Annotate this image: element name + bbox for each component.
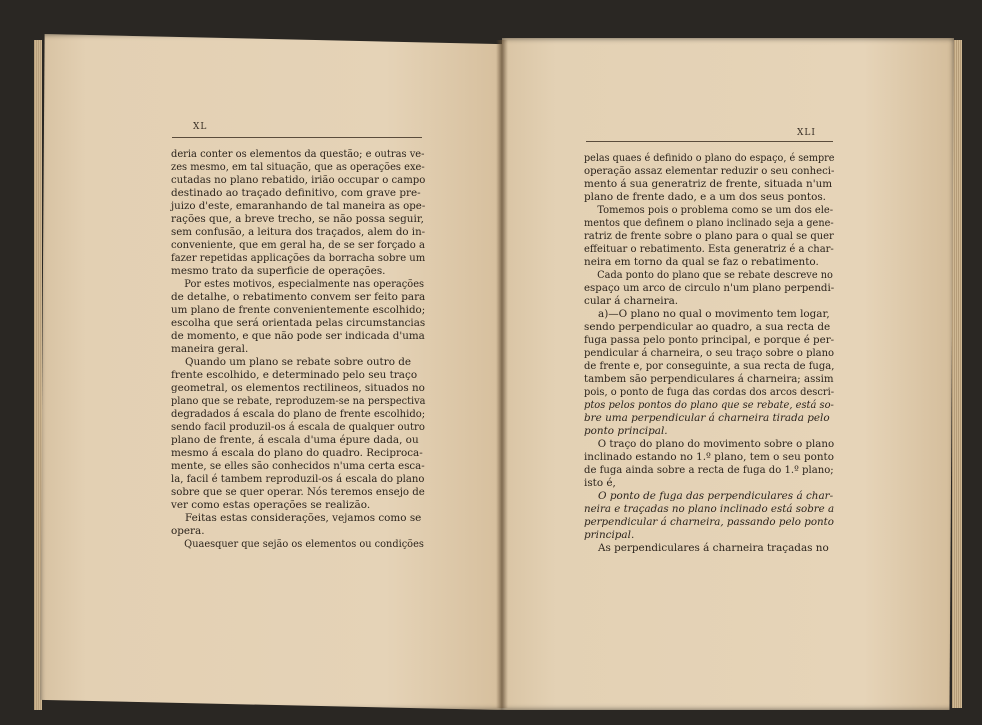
text-line: de momento, e que não pode ser indicada d'uma [171,330,425,342]
right-page-number: XLI [797,128,816,138]
text-line: Por estes motivos, especialmente nas operações [184,278,425,290]
text-line: inclinado estando no 1.º plano, tem o seu ponto [584,451,834,463]
text-line: Cada ponto do plano que se rebate descreve no [597,269,833,281]
page-stack-right-edge [952,40,962,708]
text-line: maneira geral. [171,343,249,355]
text-line: operação assaz elementar reduzir o seu conheci- [584,165,835,177]
text-line: tambem são perpendiculares á charneira; assim [584,373,834,385]
text-line: plano de frente, á escala d'uma épure dada, ou [171,434,419,446]
text-line: neira em torno da qual se faz o rebatimento. [584,256,819,268]
text-line: bre uma perpendicular á charneira tirada pelo [584,412,830,424]
text-line: fazer repetidas applicações da borracha sobre um [171,252,426,264]
text-line: sendo facil produzil-os á escala de qualquer outro [171,421,425,433]
text-line: mente, se elles são conhecidos n'uma certa esca- [171,460,425,472]
text-line: sobre que se quer operar. Nós teremos ensejo de [171,486,425,498]
text-line: Feitas estas considerações, vejamos como se [185,512,422,524]
text-line: zes mesmo, em tal situação, que as operações exe- [171,161,425,173]
text-line: perpendicular á charneira, passando pelo ponto [584,516,834,528]
text-line: cular á charneira. [584,295,679,307]
text-line: ponto principal. [584,425,668,437]
text-line: de frente e, por conseguinte, a sua recta de fuga, [584,360,835,372]
text-line: degradados á escala do plano de frente escolhido; [171,408,426,420]
text-line: de fuga ainda sobre a recta de fuga do 1.º plano; [584,464,834,476]
text-line: neira e traçadas no plano inclinado está sobre a [584,503,835,515]
text-line: ptos pelos pontos do plano que se rebate, está so- [584,399,834,411]
text-line: Tomemos pois o problema como se um dos ele- [597,204,834,216]
left-header-rule [172,137,422,138]
text-line: plano que se rebate, reproduzem-se na perspectiva [171,395,426,407]
text-line: mento á sua generatriz de frente, situada n'um [584,178,833,190]
text-line: destinado ao traçado definitivo, com grave pre- [171,187,421,199]
text-line: plano de frente dado, e a um dos seus pontos. [584,191,826,203]
text-line: ver como estas operações se realizão. [171,499,371,511]
text-line: um plano de frente convenientemente escolhido; [171,304,426,316]
text-line: juizo d'este, emaranhando de tal maneira as ope- [171,200,426,212]
text-line: As perpendiculares á charneira traçadas no [598,542,829,554]
left-page-number: XL [193,122,208,132]
text-line: fuga passa pelo ponto principal, e porque é per- [584,334,835,346]
text-line: frente escolhido, e determinado pelo seu traço [171,369,418,381]
text-line: sendo perpendicular ao quadro, a sua recta de [584,321,831,333]
text-line: pendicular á charneira, o seu traço sobre o plano [584,347,835,359]
right-header-rule [586,141,833,142]
text-line: espaço um arco de circulo n'um plano perpendi- [584,282,835,294]
text-line: conveniente, que em geral ha, de se ser forçado a [171,239,425,251]
text-line: Quaesquer que sejão os elementos ou condições [184,538,424,550]
text-line: escolha que será orientada pelas circumstancias [171,317,426,329]
text-line: pois, o ponto de fuga das cordas dos arcos descri- [584,386,835,398]
right-page-text [584,152,834,555]
text-line: opera. [171,525,205,537]
text-line: mesmo á escala do plano do quadro. Reciproca- [171,447,423,459]
text-line: a)—O plano no qual o movimento tem logar, [598,308,830,320]
text-line: Quando um plano se rebate sobre outro de [185,356,412,368]
text-line: isto é, [584,477,616,489]
text-line: geometral, os elementos rectilineos, situados no [171,382,425,394]
text-line: la, facil é tambem reproduzil-os á escala do plano [171,473,425,485]
text-line: sem confusão, a leitura dos traçados, alem do in- [171,226,426,238]
text-line: ratriz de frente sobre o plano para o qual se quer [584,230,834,242]
text-line: deria conter os elementos da questão; e outras ve- [171,148,425,160]
text-line: de detalhe, o rebatimento convem ser feito para [171,291,426,303]
text-line: pelas quaes é definido o plano do espaço, é sempre [584,152,835,164]
text-line: principal. [584,529,635,541]
text-line: rações que, a breve trecho, se não possa seguir, [171,213,424,225]
book-gutter [496,40,508,708]
text-line: cutadas no plano rebatido, irião occupar o campo [171,174,426,186]
text-line: mentos que definem o plano inclinado seja a gene- [584,217,834,229]
text-line: effeituar o rebatimento. Esta generatriz é a char- [584,243,834,255]
text-line: mesmo trato da superficie de operações. [171,265,386,277]
left-page-text [171,148,425,551]
text-line: O traço do plano do movimento sobre o plano [597,438,835,450]
text-line: O ponto de fuga das perpendiculares á char- [598,490,834,502]
